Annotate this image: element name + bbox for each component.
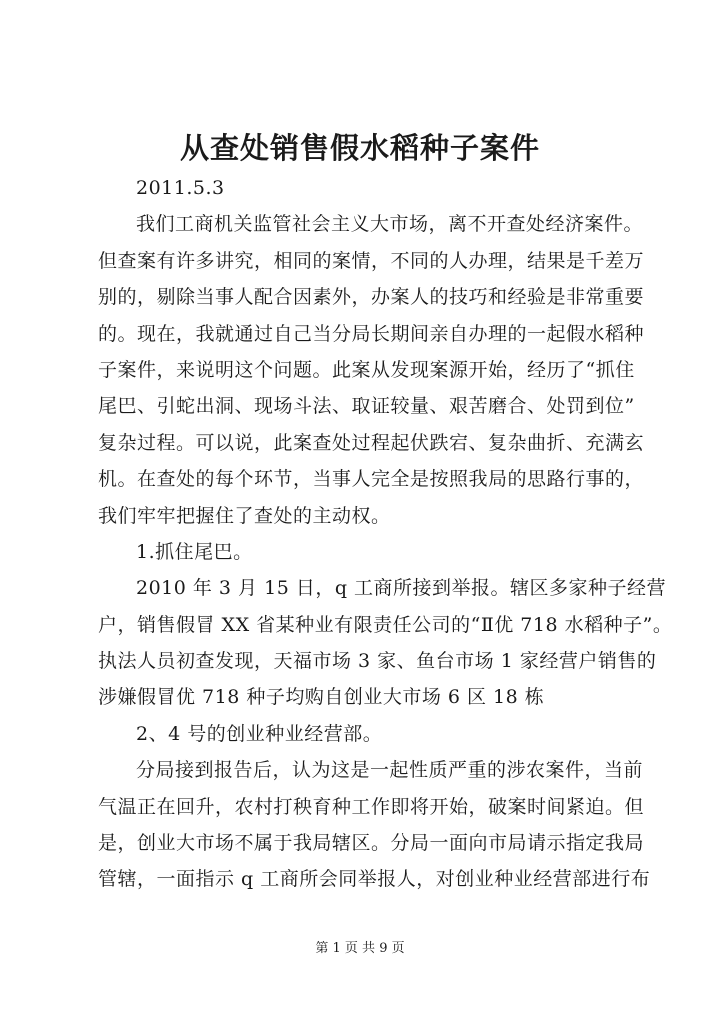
- document-body: [98, 170, 673, 898]
- paragraph-line: 我们牢牢把握住了查处的主动权。: [98, 504, 391, 527]
- paragraph-line: 子案件，来说明这个问题。此案从发现案源开始，经历了“抓住: [98, 358, 635, 381]
- paragraph-line: 涉嫌假冒优 718 种子均购自创业大市场 6 区 18 栋: [98, 686, 545, 709]
- paragraph-line: 执法人员初查发现，天福市场 3 家、鱼台市场 1 家经营户销售的: [98, 650, 657, 673]
- paragraph-line: 但查案有许多讲究，相同的案情，不同的人办理，结果是千差万: [98, 249, 645, 272]
- paragraph-line: 尾巴、引蛇出洞、现场斗法、取证较量、艰苦磨合、处罚到位”: [98, 395, 635, 418]
- section-heading: 1.抓住尾巴。: [136, 540, 253, 563]
- paragraph-line: 是，创业大市场不属于我局辖区。分局一面向市局请示指定我局: [98, 832, 645, 855]
- paragraph-line: 我们工商机关监管社会主义大市场，离不开查处经济案件。: [136, 213, 644, 236]
- paragraph-line: 2、4 号的创业种业经营部。: [136, 722, 383, 745]
- document-date: 2011.5.3: [136, 177, 225, 199]
- paragraph-line: 机。在查处的每个环节，当事人完全是按照我局的思路行事的，: [98, 468, 645, 491]
- paragraph-line: 分局接到报告后，认为这是一起性质严重的涉农案件，当前: [136, 759, 644, 782]
- paragraph-line: 别的，剔除当事人配合因素外，办案人的技巧和经验是非常重要: [98, 286, 645, 309]
- paragraph-line: 气温正在回升，农村打秧育种工作即将开始，破案时间紧迫。但: [98, 795, 645, 818]
- paragraph-line: 2010 年 3 月 15 日，q 工商所接到举报。辖区多家种子经营: [136, 577, 667, 600]
- paragraph-line: 的。现在，我就通过自己当分局长期间亲自办理的一起假水稻种: [98, 322, 645, 345]
- page-number-footer: 第 1 页 共 9 页: [315, 941, 405, 956]
- paragraph-line: 户，销售假冒 XX 省某种业有限责任公司的“Ⅱ优 718 水稻种子”。: [98, 613, 673, 636]
- paragraph-line: 复杂过程。可以说，此案查处过程起伏跌宕、复杂曲折、充满玄: [98, 431, 645, 454]
- document-title: 从查处销售假水稻种子案件: [179, 131, 540, 165]
- paragraph-line: 管辖，一面指示 q 工商所会同举报人，对创业种业经营部进行布: [98, 868, 651, 891]
